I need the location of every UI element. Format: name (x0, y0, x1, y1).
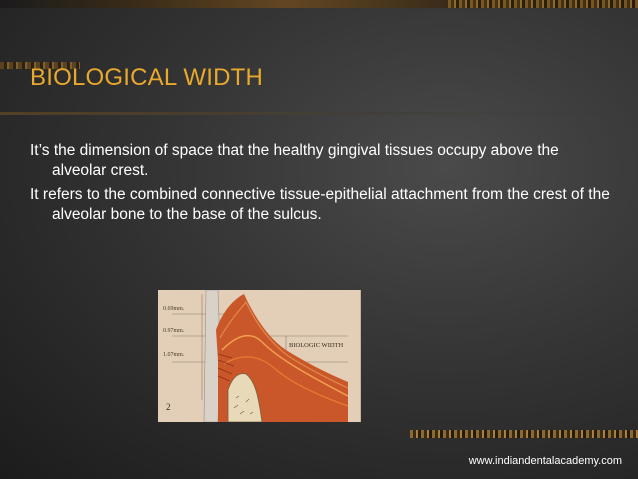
biologic-width-figure (158, 290, 361, 422)
decorative-line (0, 112, 638, 115)
biologic-width-label: BIOLOGIC WIDTH (289, 342, 344, 349)
paragraph-description: It refers to the combined connective tissue-epithelial attachment from the crest of the alveolar bone to the base of the sulcus. (30, 186, 610, 223)
decorative-band-bottom (410, 430, 638, 438)
measurement-label-3: 1.07mm. (163, 352, 185, 358)
measurement-label-1: 0.69mm. (163, 306, 185, 312)
slide-title: BIOLOGICAL WIDTH (30, 64, 264, 91)
paragraph-definition: It’s the dimension of space that the healthy gingival tissues occupy above the alveolar crest. (30, 142, 559, 179)
tooth-gingiva-illustration (158, 290, 360, 422)
footer-url: www.indiandentalacademy.com (468, 455, 622, 467)
decorative-band-top-right (448, 0, 638, 8)
figure-number: 2 (166, 402, 171, 412)
measurement-label-2: 0.97mm. (163, 328, 185, 334)
